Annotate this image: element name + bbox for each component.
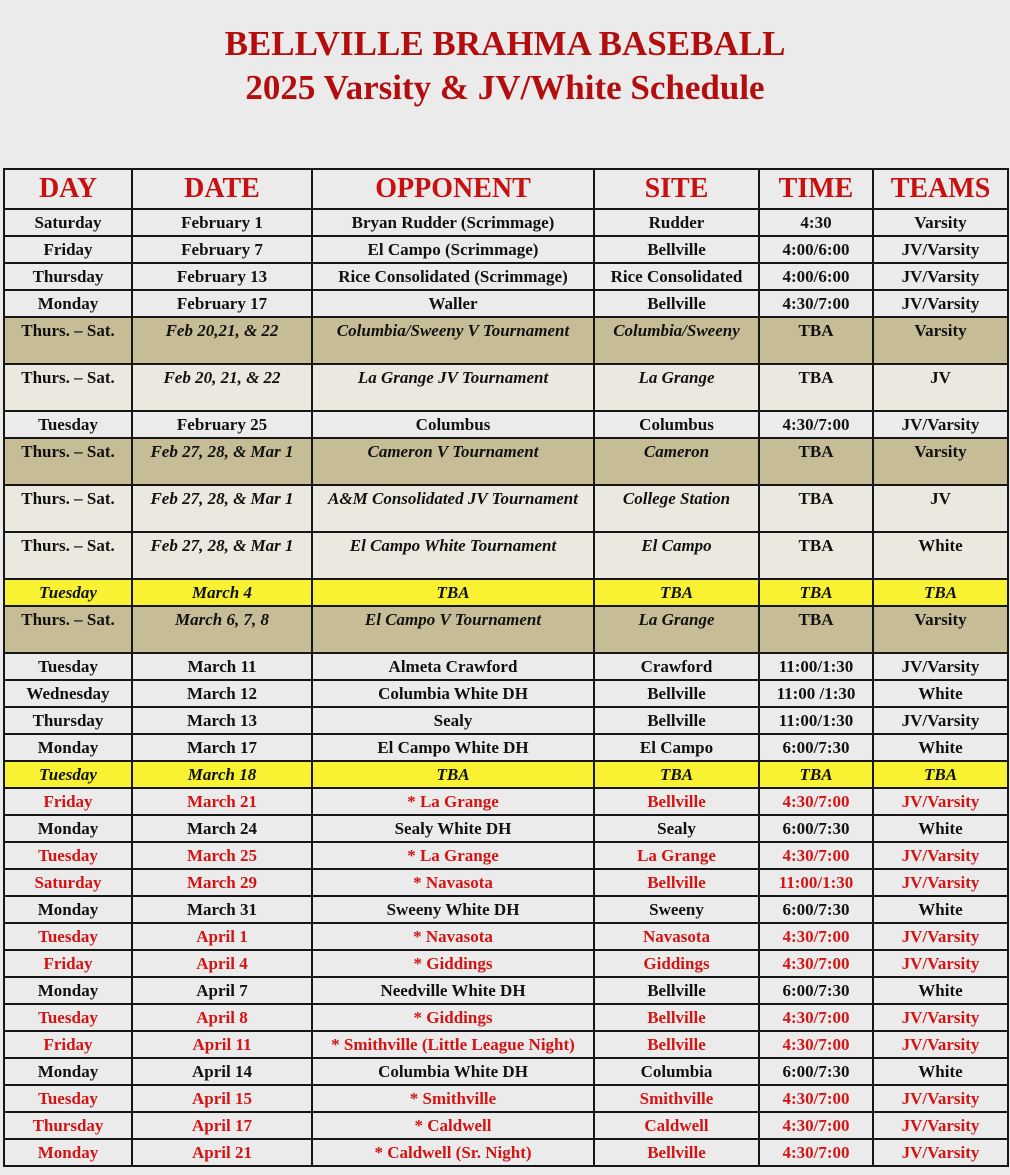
cell-day: Tuesday	[4, 653, 132, 680]
cell-teams: White	[873, 896, 1008, 923]
cell-day: Thurs. – Sat.	[4, 532, 132, 579]
cell-opponent: * Smithville (Little League Night)	[312, 1031, 594, 1058]
cell-time: TBA	[759, 761, 873, 788]
cell-teams: JV/Varsity	[873, 411, 1008, 438]
cell-day: Thursday	[4, 263, 132, 290]
schedule-row	[4, 842, 1008, 869]
cell-site: Navasota	[594, 923, 759, 950]
cell-time: 4:30/7:00	[759, 290, 873, 317]
cell-teams: JV/Varsity	[873, 290, 1008, 317]
cell-time: TBA	[759, 485, 873, 532]
cell-site: Columbus	[594, 411, 759, 438]
schedule-row	[4, 869, 1008, 896]
cell-day: Tuesday	[4, 923, 132, 950]
cell-site: La Grange	[594, 364, 759, 411]
cell-date: April 14	[132, 1058, 312, 1085]
cell-opponent: * Giddings	[312, 1004, 594, 1031]
cell-date: February 1	[132, 209, 312, 236]
cell-date: April 7	[132, 977, 312, 1004]
cell-date: February 13	[132, 263, 312, 290]
cell-time: TBA	[759, 532, 873, 579]
cell-date: April 21	[132, 1139, 312, 1166]
schedule-row	[4, 1004, 1008, 1031]
cell-opponent: Sealy White DH	[312, 815, 594, 842]
cell-time: TBA	[759, 579, 873, 606]
cell-site: Bellville	[594, 1004, 759, 1031]
cell-teams: JV/Varsity	[873, 263, 1008, 290]
cell-teams: TBA	[873, 761, 1008, 788]
cell-date: April 17	[132, 1112, 312, 1139]
cell-site: El Campo	[594, 532, 759, 579]
cell-site: Sweeny	[594, 896, 759, 923]
schedule-row	[4, 653, 1008, 680]
header-day: DAY	[4, 169, 132, 209]
schedule-row	[4, 761, 1008, 788]
schedule-row	[4, 1031, 1008, 1058]
cell-day: Saturday	[4, 209, 132, 236]
cell-opponent: A&M Consolidated JV Tournament	[312, 485, 594, 532]
header-time: TIME	[759, 169, 873, 209]
cell-day: Thurs. – Sat.	[4, 485, 132, 532]
schedule-row	[4, 579, 1008, 606]
schedule-row	[4, 290, 1008, 317]
cell-teams: Varsity	[873, 606, 1008, 653]
cell-day: Monday	[4, 290, 132, 317]
cell-date: March 25	[132, 842, 312, 869]
cell-time: 11:00 /1:30	[759, 680, 873, 707]
cell-site: Bellville	[594, 869, 759, 896]
schedule-row	[4, 364, 1008, 411]
cell-site: Bellville	[594, 977, 759, 1004]
schedule-row	[4, 263, 1008, 290]
cell-day: Thurs. – Sat.	[4, 317, 132, 364]
schedule-row	[4, 1085, 1008, 1112]
cell-day: Friday	[4, 950, 132, 977]
cell-site: Sealy	[594, 815, 759, 842]
cell-teams: White	[873, 734, 1008, 761]
cell-teams: JV/Varsity	[873, 707, 1008, 734]
cell-time: 4:30	[759, 209, 873, 236]
cell-teams: White	[873, 815, 1008, 842]
cell-time: 4:30/7:00	[759, 1085, 873, 1112]
cell-day: Thursday	[4, 1112, 132, 1139]
cell-opponent: TBA	[312, 579, 594, 606]
cell-site: Rudder	[594, 209, 759, 236]
cell-time: TBA	[759, 317, 873, 364]
cell-opponent: Almeta Crawford	[312, 653, 594, 680]
cell-opponent: Waller	[312, 290, 594, 317]
cell-teams: JV/Varsity	[873, 869, 1008, 896]
cell-time: 4:30/7:00	[759, 923, 873, 950]
cell-date: April 1	[132, 923, 312, 950]
cell-time: 4:30/7:00	[759, 950, 873, 977]
cell-opponent: * Navasota	[312, 869, 594, 896]
schedule-row	[4, 317, 1008, 364]
schedule-row	[4, 977, 1008, 1004]
cell-teams: Varsity	[873, 317, 1008, 364]
cell-time: 4:30/7:00	[759, 1112, 873, 1139]
cell-date: April 8	[132, 1004, 312, 1031]
cell-opponent: * Giddings	[312, 950, 594, 977]
cell-teams: JV/Varsity	[873, 788, 1008, 815]
cell-day: Tuesday	[4, 579, 132, 606]
cell-date: April 4	[132, 950, 312, 977]
cell-teams: JV/Varsity	[873, 236, 1008, 263]
schedule-table	[3, 168, 1009, 1167]
cell-teams: White	[873, 977, 1008, 1004]
cell-time: 4:30/7:00	[759, 1139, 873, 1166]
cell-day: Friday	[4, 236, 132, 263]
cell-site: Bellville	[594, 707, 759, 734]
cell-date: March 13	[132, 707, 312, 734]
header-site: SITE	[594, 169, 759, 209]
cell-day: Thurs. – Sat.	[4, 364, 132, 411]
cell-site: Columbia	[594, 1058, 759, 1085]
cell-site: TBA	[594, 761, 759, 788]
cell-opponent: Rice Consolidated (Scrimmage)	[312, 263, 594, 290]
cell-site: Bellville	[594, 1031, 759, 1058]
cell-day: Tuesday	[4, 1085, 132, 1112]
cell-date: March 6, 7, 8	[132, 606, 312, 653]
title-line-1: BELLVILLE BRAHMA BASEBALL	[224, 24, 786, 63]
cell-opponent: * La Grange	[312, 788, 594, 815]
cell-date: Feb 27, 28, & Mar 1	[132, 532, 312, 579]
cell-teams: White	[873, 680, 1008, 707]
cell-teams: JV/Varsity	[873, 950, 1008, 977]
cell-time: 11:00/1:30	[759, 707, 873, 734]
cell-site: Bellville	[594, 236, 759, 263]
cell-time: TBA	[759, 438, 873, 485]
cell-day: Tuesday	[4, 761, 132, 788]
cell-teams: Varsity	[873, 438, 1008, 485]
cell-site: Bellville	[594, 788, 759, 815]
cell-opponent: Cameron V Tournament	[312, 438, 594, 485]
cell-teams: JV/Varsity	[873, 1031, 1008, 1058]
cell-site: Bellville	[594, 1139, 759, 1166]
cell-site: Rice Consolidated	[594, 263, 759, 290]
cell-time: 4:30/7:00	[759, 842, 873, 869]
cell-opponent: Sweeny White DH	[312, 896, 594, 923]
cell-opponent: El Campo (Scrimmage)	[312, 236, 594, 263]
cell-teams: White	[873, 532, 1008, 579]
cell-time: 6:00/7:30	[759, 734, 873, 761]
cell-day: Friday	[4, 1031, 132, 1058]
cell-teams: JV/Varsity	[873, 923, 1008, 950]
cell-opponent: Columbia White DH	[312, 1058, 594, 1085]
schedule-row	[4, 236, 1008, 263]
cell-teams: JV	[873, 364, 1008, 411]
cell-opponent: * Navasota	[312, 923, 594, 950]
cell-opponent: Columbia/Sweeny V Tournament	[312, 317, 594, 364]
cell-date: April 15	[132, 1085, 312, 1112]
cell-site: Cameron	[594, 438, 759, 485]
cell-teams: JV/Varsity	[873, 1139, 1008, 1166]
cell-time: 6:00/7:30	[759, 896, 873, 923]
schedule-row	[4, 1139, 1008, 1166]
cell-teams: TBA	[873, 579, 1008, 606]
cell-site: TBA	[594, 579, 759, 606]
schedule-row	[4, 815, 1008, 842]
title-block	[0, 22, 1010, 110]
cell-day: Thurs. – Sat.	[4, 606, 132, 653]
cell-teams: JV	[873, 485, 1008, 532]
cell-day: Thurs. – Sat.	[4, 438, 132, 485]
cell-time: 4:30/7:00	[759, 411, 873, 438]
cell-date: February 7	[132, 236, 312, 263]
cell-time: 4:30/7:00	[759, 788, 873, 815]
cell-date: March 12	[132, 680, 312, 707]
cell-opponent: La Grange JV Tournament	[312, 364, 594, 411]
cell-site: La Grange	[594, 842, 759, 869]
cell-day: Monday	[4, 1139, 132, 1166]
cell-date: March 18	[132, 761, 312, 788]
cell-time: 6:00/7:30	[759, 1058, 873, 1085]
header-row	[4, 169, 1008, 209]
schedule-row	[4, 680, 1008, 707]
cell-day: Monday	[4, 977, 132, 1004]
schedule-row	[4, 707, 1008, 734]
cell-opponent: * Smithville	[312, 1085, 594, 1112]
schedule-row	[4, 896, 1008, 923]
cell-site: Crawford	[594, 653, 759, 680]
cell-site: Columbia/Sweeny	[594, 317, 759, 364]
cell-opponent: TBA	[312, 761, 594, 788]
cell-time: 4:30/7:00	[759, 1031, 873, 1058]
cell-day: Wednesday	[4, 680, 132, 707]
cell-opponent: Bryan Rudder (Scrimmage)	[312, 209, 594, 236]
cell-opponent: Sealy	[312, 707, 594, 734]
cell-site: Smithville	[594, 1085, 759, 1112]
cell-time: 4:00/6:00	[759, 236, 873, 263]
cell-day: Monday	[4, 734, 132, 761]
cell-opponent: El Campo V Tournament	[312, 606, 594, 653]
cell-day: Thursday	[4, 707, 132, 734]
cell-date: March 29	[132, 869, 312, 896]
cell-day: Saturday	[4, 869, 132, 896]
cell-site: Bellville	[594, 290, 759, 317]
schedule-row	[4, 485, 1008, 532]
cell-date: February 17	[132, 290, 312, 317]
cell-date: March 24	[132, 815, 312, 842]
cell-opponent: * Caldwell	[312, 1112, 594, 1139]
cell-teams: White	[873, 1058, 1008, 1085]
cell-opponent: El Campo White Tournament	[312, 532, 594, 579]
cell-day: Monday	[4, 815, 132, 842]
cell-date: March 31	[132, 896, 312, 923]
cell-date: February 25	[132, 411, 312, 438]
cell-day: Tuesday	[4, 1004, 132, 1031]
cell-site: El Campo	[594, 734, 759, 761]
cell-site: College Station	[594, 485, 759, 532]
schedule-row	[4, 606, 1008, 653]
cell-teams: JV/Varsity	[873, 1085, 1008, 1112]
cell-teams: JV/Varsity	[873, 653, 1008, 680]
schedule-row	[4, 1112, 1008, 1139]
cell-day: Monday	[4, 896, 132, 923]
schedule-row	[4, 1058, 1008, 1085]
cell-site: Caldwell	[594, 1112, 759, 1139]
cell-opponent: * Caldwell (Sr. Night)	[312, 1139, 594, 1166]
cell-time: 4:00/6:00	[759, 263, 873, 290]
cell-time: 6:00/7:30	[759, 977, 873, 1004]
cell-day: Tuesday	[4, 411, 132, 438]
schedule-row	[4, 923, 1008, 950]
schedule-row	[4, 950, 1008, 977]
cell-opponent: Columbia White DH	[312, 680, 594, 707]
cell-time: 4:30/7:00	[759, 1004, 873, 1031]
cell-opponent: Needville White DH	[312, 977, 594, 1004]
cell-day: Monday	[4, 1058, 132, 1085]
cell-date: March 17	[132, 734, 312, 761]
schedule-row	[4, 532, 1008, 579]
cell-time: 11:00/1:30	[759, 653, 873, 680]
cell-date: March 11	[132, 653, 312, 680]
cell-date: March 21	[132, 788, 312, 815]
schedule-row	[4, 209, 1008, 236]
header-teams: TEAMS	[873, 169, 1008, 209]
header-date: DATE	[132, 169, 312, 209]
cell-date: Feb 20,21, & 22	[132, 317, 312, 364]
cell-opponent: Columbus	[312, 411, 594, 438]
cell-site: Giddings	[594, 950, 759, 977]
cell-teams: JV/Varsity	[873, 1112, 1008, 1139]
cell-date: March 4	[132, 579, 312, 606]
cell-date: Feb 20, 21, & 22	[132, 364, 312, 411]
cell-teams: JV/Varsity	[873, 842, 1008, 869]
cell-date: Feb 27, 28, & Mar 1	[132, 485, 312, 532]
cell-opponent: * La Grange	[312, 842, 594, 869]
cell-day: Tuesday	[4, 842, 132, 869]
cell-time: 6:00/7:30	[759, 815, 873, 842]
schedule-row	[4, 788, 1008, 815]
header-opponent: OPPONENT	[312, 169, 594, 209]
cell-time: TBA	[759, 606, 873, 653]
cell-time: TBA	[759, 364, 873, 411]
cell-day: Friday	[4, 788, 132, 815]
cell-date: April 11	[132, 1031, 312, 1058]
cell-teams: Varsity	[873, 209, 1008, 236]
schedule-body	[4, 209, 1008, 1166]
schedule-row	[4, 734, 1008, 761]
title-line-2: 2025 Varsity & JV/White Schedule	[245, 68, 765, 107]
cell-teams: JV/Varsity	[873, 1004, 1008, 1031]
schedule-row	[4, 411, 1008, 438]
cell-site: Bellville	[594, 680, 759, 707]
schedule-row	[4, 438, 1008, 485]
cell-time: 11:00/1:30	[759, 869, 873, 896]
cell-site: La Grange	[594, 606, 759, 653]
cell-opponent: El Campo White DH	[312, 734, 594, 761]
cell-date: Feb 27, 28, & Mar 1	[132, 438, 312, 485]
